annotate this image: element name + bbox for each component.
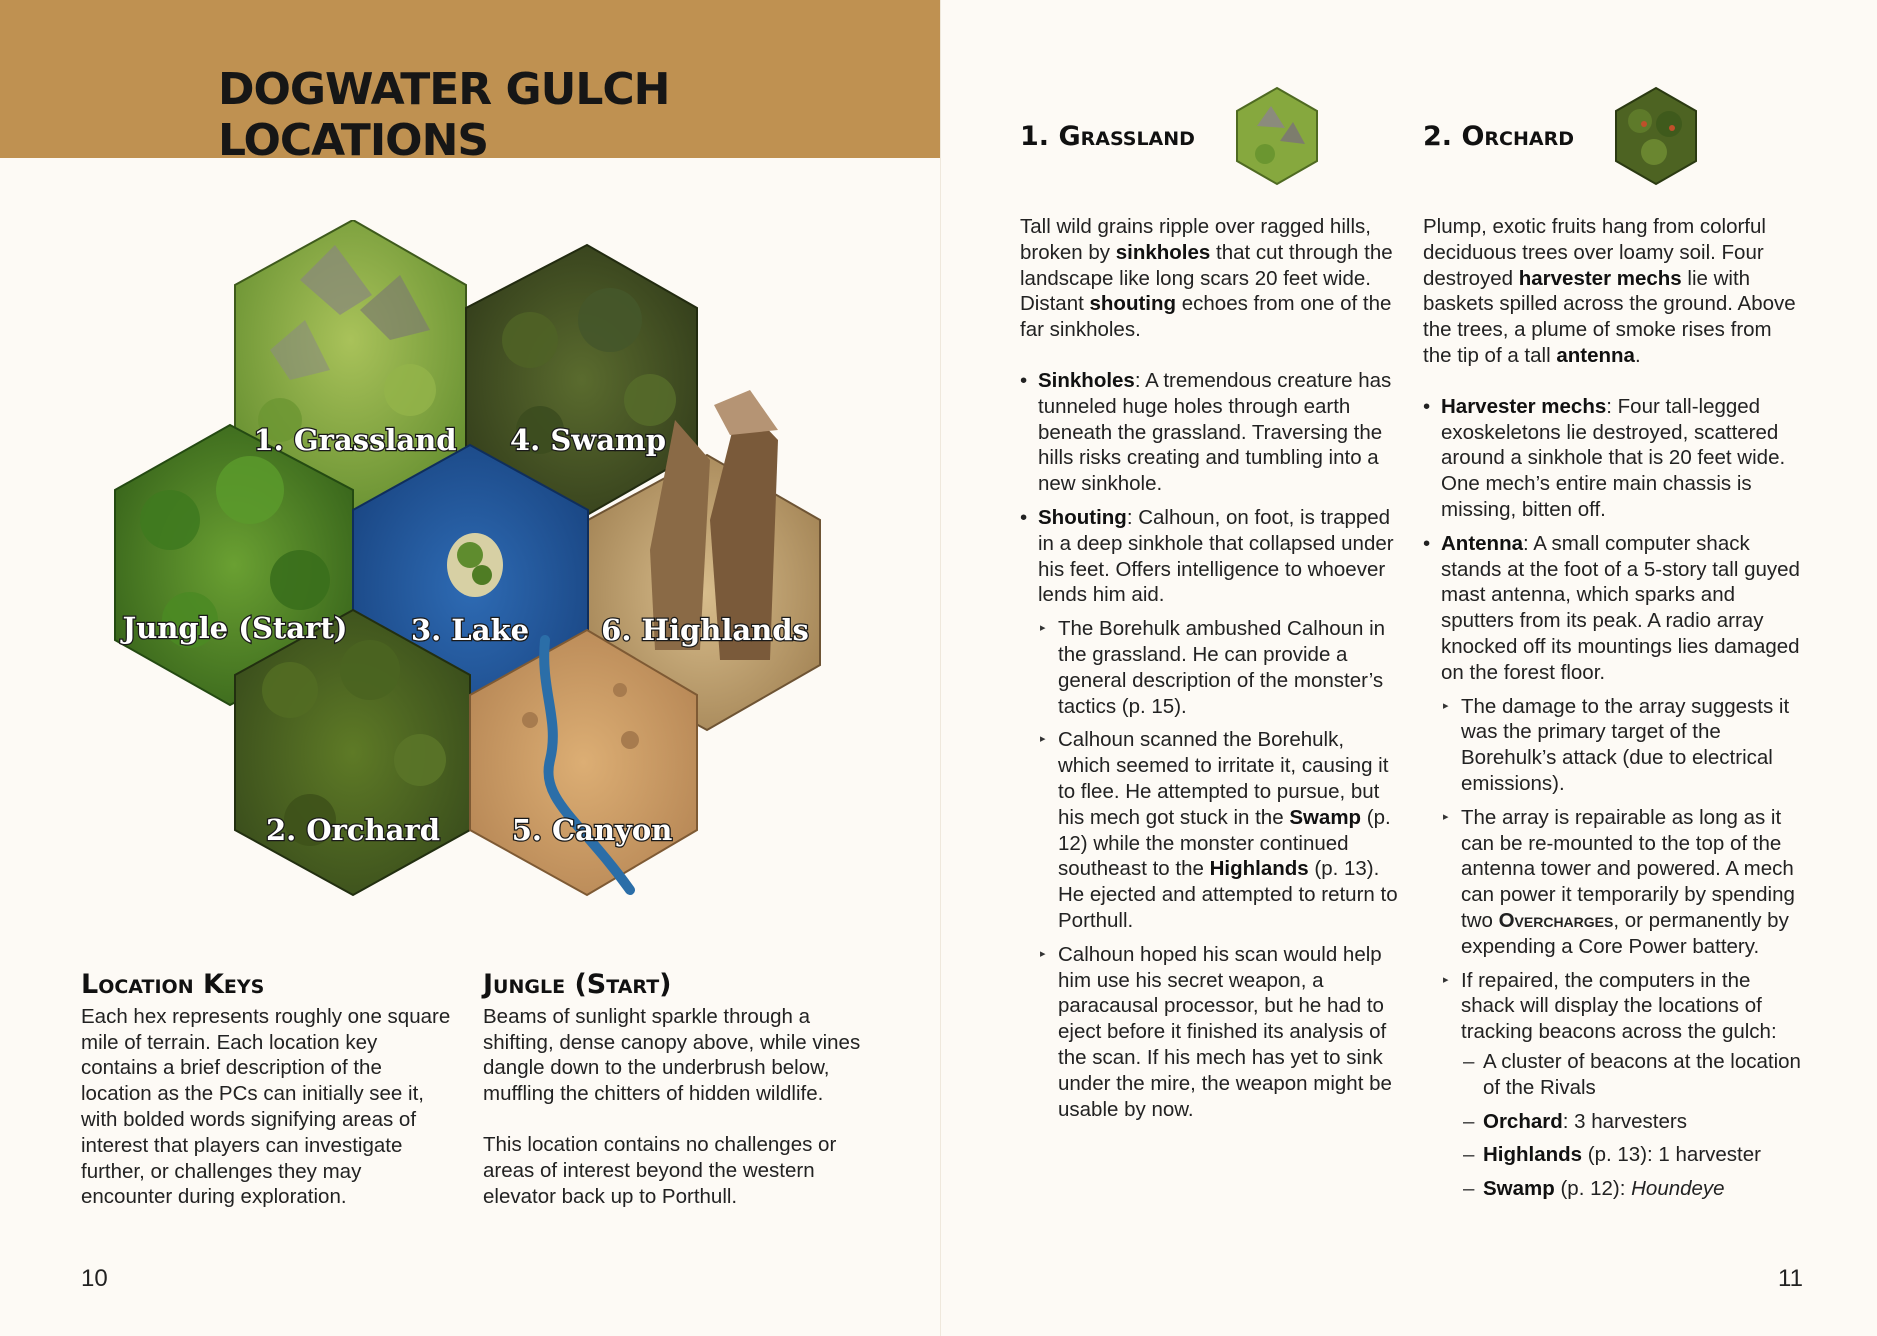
grassland-features: [1020, 368, 1400, 1122]
beacon-item-highlands: – Highlands (p. 13): 1 harvester: [1461, 1142, 1803, 1168]
orchard-hex-icon: [1614, 86, 1698, 186]
page-title: DOGWATER GULCH LOCATIONS: [218, 64, 670, 166]
map-label-swamp: 4. Swamp: [509, 423, 667, 457]
shouting-detail-3: ▸ Calhoun hoped his scan would help him use his secret weapon, a paracausal processor, but he had to eject before it finished its analysis of the scan. If his mech has yet to sink under the mire, the weapon might be usable by now.: [1038, 942, 1400, 1123]
page-number-left: 10: [81, 1265, 108, 1292]
hex-map-graphic: [110, 220, 830, 920]
page-gutter: [940, 0, 941, 1336]
jungle-body-2: This location contains no challenges or areas of interest beyond the western elevator back up to Porthull.: [483, 1132, 837, 1208]
shouting-details: [1038, 616, 1400, 1122]
hex-map: [110, 220, 830, 920]
grassland-hex-icon: [1235, 86, 1319, 186]
grassland-heading: 1. Grassland: [1020, 120, 1195, 152]
feature-shouting: • Shouting: Calhoun, on foot, is trapped in a deep sinkhole that collapsed under his feet. Offers intelligence to whoever lends him aid. ▸ The Borehulk ambushed Calhoun in the grassland. He can provide a general description of the monster’s tactics (p. 15). ▸ Calhoun scanned the Borehulk, which seemed to irritate it, causing it to flee. He attempted to pursue, but his mech got stuck in the Swamp (p. 12) while the monster continued southeast to the Highlands (p. 13). He ejected and attempted to return to Porthull. ▸ Calhoun hoped his scan would help him use his secret weapon, a paracausal processor, but he had to eject before it finished its analysis of the scan. If his mech has yet to sink under the mire, the weapon might be usable by now.: [1020, 505, 1400, 1122]
beacon-item-swamp: – Swamp (p. 12): Houndeye: [1461, 1176, 1803, 1202]
antenna-detail-2: ▸ The array is repairable as long as it can be re-mounted to the top of the antenna tower and powered. A mech can power it temporarily by spending two Overcharges, or permanently by expending a Core Power battery.: [1441, 805, 1803, 960]
title-banner: [0, 0, 940, 166]
location-keys-section: [81, 969, 456, 1210]
jungle-section: [483, 969, 868, 1209]
shouting-detail-2: ▸ Calhoun scanned the Borehulk, which seemed to irritate it, causing it to flee. He attempted to pursue, but his mech got stuck in the Swamp (p. 12) while the monster continued southeast to the Highlands (p. 13). He ejected and attempted to return to Porthull.: [1038, 727, 1400, 933]
map-label-lake: 3. Lake: [410, 613, 530, 647]
map-label-orchard: 2. Orchard: [266, 813, 440, 847]
grassland-intro: Tall wild grains ripple over ragged hills, broken by sinkholes that cut through the landscape like long scars 20 feet wide. Distant shouting echoes from one of the far sinkholes.: [1020, 215, 1393, 342]
map-label-canyon: 5. Canyon: [511, 813, 673, 847]
orchard-header: [1423, 86, 1698, 186]
antenna-detail-3: ▸ If repaired, the computers in the shack will display the locations of tracking beacons across the gulch: – A cluster of beacons at the location of the Rivals – Orchard: 3 harvesters – Highlands (p. 13): 1 harvester – Swamp (p. 12): Houndeye: [1441, 968, 1803, 1202]
beacon-item-rivals: – A cluster of beacons at the location of the Rivals: [1461, 1049, 1803, 1101]
grassland-section: [1020, 214, 1400, 1130]
location-keys-heading: Location Keys: [81, 969, 265, 1000]
jungle-heading: Jungle (Start): [483, 969, 672, 1000]
orchard-heading: 2. Orchard: [1423, 120, 1574, 152]
orchard-section: [1423, 214, 1803, 1210]
jungle-body-1: Beams of sunlight sparkle through a shifting, dense canopy above, while vines dangle down to the underbrush below, muffling the chitters of hidden wildlife.: [483, 1004, 861, 1106]
location-keys-body: Each hex represents roughly one square mile of terrain. Each location key contains a brief description of the location as the PCs can initially see it, with bolded words signifying areas of interest that players can investigate further, or challenges they may encounter during exploration.: [81, 1004, 451, 1209]
beacon-list: [1461, 1049, 1803, 1202]
map-label-highlands: 6. Highlands: [601, 613, 809, 647]
feature-antenna: • Antenna: A small computer shack stands at the foot of a 5-story tall guyed mast antenna, which sparks and sputters from its peak. A radio array knocked off its mountings lies damaged on the forest floor. ▸ The damage to the array suggests it was the primary target of the Borehulk’s attack (due to electrical emissions). ▸ The array is repairable as long as it can be re-mounted to the top of the antenna tower and powered. A mech can power it temporarily by spending two Overcharges, or permanently by expending a Core Power battery. ▸ If repaired, the computers in the shack will display the locations of tracking beacons across the gulch: – A cluster of beacons at the location of the Rivals – Orchard: 3 harvesters – Highlands (p. 13): 1 harvester – Swamp (p. 12): Houndeye: [1423, 531, 1803, 1202]
page-number-right: 11: [1778, 1265, 1803, 1292]
shouting-detail-1: ▸ The Borehulk ambushed Calhoun in the grassland. He can provide a general description of the monster’s tactics (p. 15).: [1038, 616, 1400, 719]
feature-harvester-mechs: • Harvester mechs: Four tall-legged exoskeletons lie destroyed, scattered around a sinkhole that is 20 feet wide. One mech’s entire main chassis is missing, bitten off.: [1423, 394, 1803, 523]
antenna-details: [1441, 694, 1803, 1202]
orchard-features: [1423, 394, 1803, 1202]
map-label-jungle: Jungle (Start): [122, 611, 348, 645]
orchard-intro: Plump, exotic fruits hang from colorful deciduous trees over loamy soil. Four destroyed harvester mechs lie with baskets spilled across the ground. Above the trees, a plume of smoke rises from the tip of a tall antenna.: [1423, 215, 1796, 367]
antenna-detail-1: ▸ The damage to the array suggests it was the primary target of the Borehulk’s attack (due to electrical emissions).: [1441, 694, 1803, 797]
beacon-item-orchard: – Orchard: 3 harvesters: [1461, 1109, 1803, 1135]
grassland-header: [1020, 86, 1319, 186]
map-label-grassland: 1. Grassland: [253, 423, 457, 457]
feature-sinkholes: • Sinkholes: A tremendous creature has tunneled huge holes through earth beneath the grassland. Traversing the hills risks creating and tumbling into a new sinkhole.: [1020, 368, 1400, 497]
